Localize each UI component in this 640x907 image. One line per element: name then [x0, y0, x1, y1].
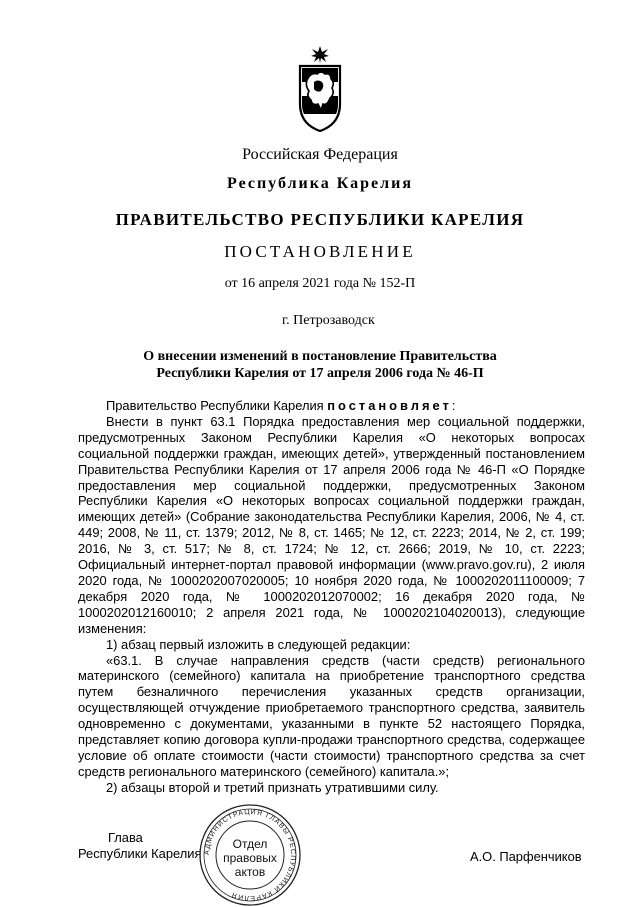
paragraph-3: «63.1. В случае направления средств (части средств) регионального материнского (семейного) капитала на приобретение транспортного средства путем безналичного перечисления указанных средств организации, осуществляющей отчуждение приобретаемого транспортного средства, заявитель одновременно с документами, указанными в пункте 52 настоящего Порядка, представляет копию договора купли-продажи транспортного средства, содержащее условие об оплате стоимости (части стоимости) транспортного средства за счет средств регионального материнского (семейного) капитала.»; — [78, 652, 585, 779]
stamp-line-2: правовых — [223, 851, 277, 865]
country-name: Российская Федерация — [242, 146, 398, 163]
signatory-position-line-2: Республики Карелия — [78, 846, 202, 861]
city: г. Петрозаводск — [282, 313, 375, 328]
signatory-position — [78, 830, 201, 862]
karelia-coat-of-arms-icon — [297, 46, 343, 132]
decree-title — [0, 348, 640, 382]
intro-paragraph — [78, 398, 585, 414]
paragraph-2: 1) абзац первый изложить в следующей редакции: — [106, 636, 411, 652]
signatory-name: А.О. Парфенчиков — [470, 849, 582, 864]
decree-date-number: от 16 апреля 2021 года № 152-П — [224, 276, 416, 291]
decree-body — [78, 398, 585, 796]
stamp-ring-text: АДМИНИСТРАЦИЯ ГЛАВЫ РЕСПУБЛИКИ КАРЕЛИЯ — [203, 808, 297, 902]
document-type: ПОСТАНОВЛЕНИЕ — [224, 242, 416, 261]
stamp-line-3: актов — [234, 865, 266, 879]
intro-text: Правительство Республики Карелия — [106, 398, 328, 413]
paragraph-4: 2) абзацы второй и третий признать утратившими силу. — [106, 779, 439, 795]
decree-title-line-1: О внесении изменений в постановление Правительства — [143, 349, 497, 364]
republic-name: Республика Карелия — [227, 175, 413, 192]
signatory-position-line-1: Глава — [108, 830, 143, 845]
decree-title-line-2: Республики Карелия от 17 апреля 2006 года № 46-П — [156, 366, 484, 381]
government-name: ПРАВИТЕЛЬСТВО РЕСПУБЛИКИ КАРЕЛИЯ — [115, 210, 525, 229]
intro-verb: постановляет — [327, 398, 452, 413]
paragraph-1: Внести в пункт 63.1 Порядка предоставления мер социальной поддержки, предусмотренных Законом Республики Карелия «О некоторых вопросах социальной поддержки граждан, имеющих детей», утвержденный постановлением Правительства Республики Карелия от 17 апреля 2006 года № 46-П «О Порядке предоставления мер социальной поддержки, предусмотренных Законом Республики Карелия «О некоторых вопросах социальной поддержки граждан, имеющих детей» (Собрание законодательства Республики Карелия, 2006, № 4, ст. 449; 2008, № 11, ст. 1379; 2012, № 8, ст. 1465; № 12, ст. 2223; 2014, № 2, ст. 199; 2016, № 3, ст. 517; № 8, ст. 1724; № 12, ст. 2666; 2019, № 10, ст. 2223; Официальный интернет-портал правовой информации (www.pravo.gov.ru), 2 июля 2020 года, № 1000202007020005; 10 ноября 2020 года, № 1000202011100009; 7 декабря 2020 года, № 1000202012070002; 16 декабря 2020 года, № 1000202012160010; 2 апреля 2021 года, № 1000202104020013), следующие изменения: — [78, 413, 585, 636]
intro-colon: : — [451, 398, 456, 413]
legal-acts-department-stamp — [198, 803, 302, 907]
stamp-line-1: Отдел — [232, 837, 268, 851]
